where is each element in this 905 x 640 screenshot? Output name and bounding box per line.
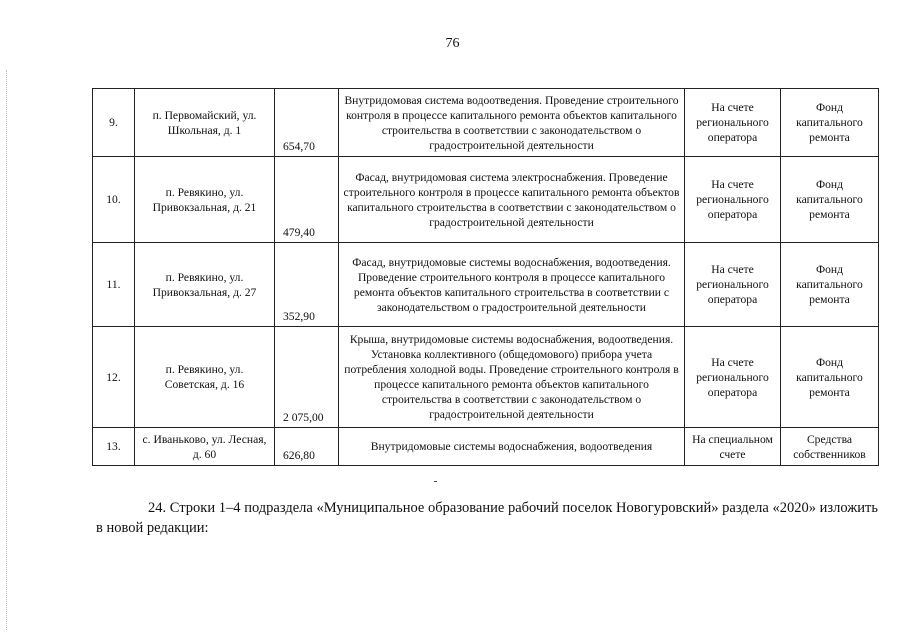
row-works: Фасад, внутридомовая система электроснабжения. Проведение строительного контроля в процессе капитального ремонта объектов капитального строительства в соответствии с законодательством о градостроительной деятельности: [339, 157, 685, 243]
row-number: 12.: [93, 327, 135, 428]
margin-binding-dots: [6, 70, 9, 630]
row-address: п. Ревякино, ул. Привокзальная, д. 27: [135, 243, 275, 327]
table-row: [93, 327, 879, 428]
row-fund: Фонд капитального ремонта: [781, 327, 879, 428]
row-fund: Средства собственников: [781, 428, 879, 466]
row-account: На счете регионального оператора: [685, 89, 781, 157]
row-number: 10.: [93, 157, 135, 243]
row-fund: Фонд капитального ремонта: [781, 157, 879, 243]
row-address: п. Ревякино, ул. Советская, д. 16: [135, 327, 275, 428]
row-works: Внутридомовая система водоотведения. Проведение строительного контроля в процессе капитального ремонта объектов капитального строительства в соответствии с законодательством о градостроительной деятельности: [339, 89, 685, 157]
row-number: 9.: [93, 89, 135, 157]
table-row: [93, 428, 879, 466]
row-cost: 479,40: [275, 157, 339, 243]
row-account: На счете регионального оператора: [685, 327, 781, 428]
row-cost: 352,90: [275, 243, 339, 327]
scan-mark: [434, 481, 437, 482]
row-account: На счете регионального оператора: [685, 157, 781, 243]
table-row: [93, 157, 879, 243]
amendment-paragraph: [96, 498, 878, 538]
row-account: На специальном счете: [685, 428, 781, 466]
row-fund: Фонд капитального ремонта: [781, 89, 879, 157]
row-address: п. Первомайский, ул. Школьная, д. 1: [135, 89, 275, 157]
row-works: Внутридомовые системы водоснабжения, водоотведения: [339, 428, 685, 466]
repair-works-table: [92, 88, 879, 466]
row-fund: Фонд капитального ремонта: [781, 243, 879, 327]
page-number: 76: [445, 36, 460, 51]
table-row: [93, 243, 879, 327]
row-number: 11.: [93, 243, 135, 327]
row-number: 13.: [93, 428, 135, 466]
row-cost: 2 075,00: [275, 327, 339, 428]
paragraph-text: 24. Строки 1–4 подраздела «Муниципальное образование рабочий поселок Новогуровский» раздела «2020» изложить в новой редакции:: [96, 500, 878, 536]
row-works: Фасад, внутридомовые системы водоснабжения, водоотведения. Проведение строительного контроля в процессе капитального ремонта объектов капитального строительства в соответствии с законодательством о градостроительной деятельности: [339, 243, 685, 327]
row-cost: 654,70: [275, 89, 339, 157]
row-address: с. Иваньково, ул. Лесная, д. 60: [135, 428, 275, 466]
row-cost: 626,80: [275, 428, 339, 466]
row-address: п. Ревякино, ул. Привокзальная, д. 21: [135, 157, 275, 243]
table-row: [93, 89, 879, 157]
row-account: На счете регионального оператора: [685, 243, 781, 327]
row-works: Крыша, внутридомовые системы водоснабжения, водоотведения. Установка коллективного (общедомового) прибора учета потребления холодной воды. Проведение строительного контроля в процессе капитального ремонта объектов капитального строительства в соответствии с законодательством о градостроительной деятельности: [339, 327, 685, 428]
